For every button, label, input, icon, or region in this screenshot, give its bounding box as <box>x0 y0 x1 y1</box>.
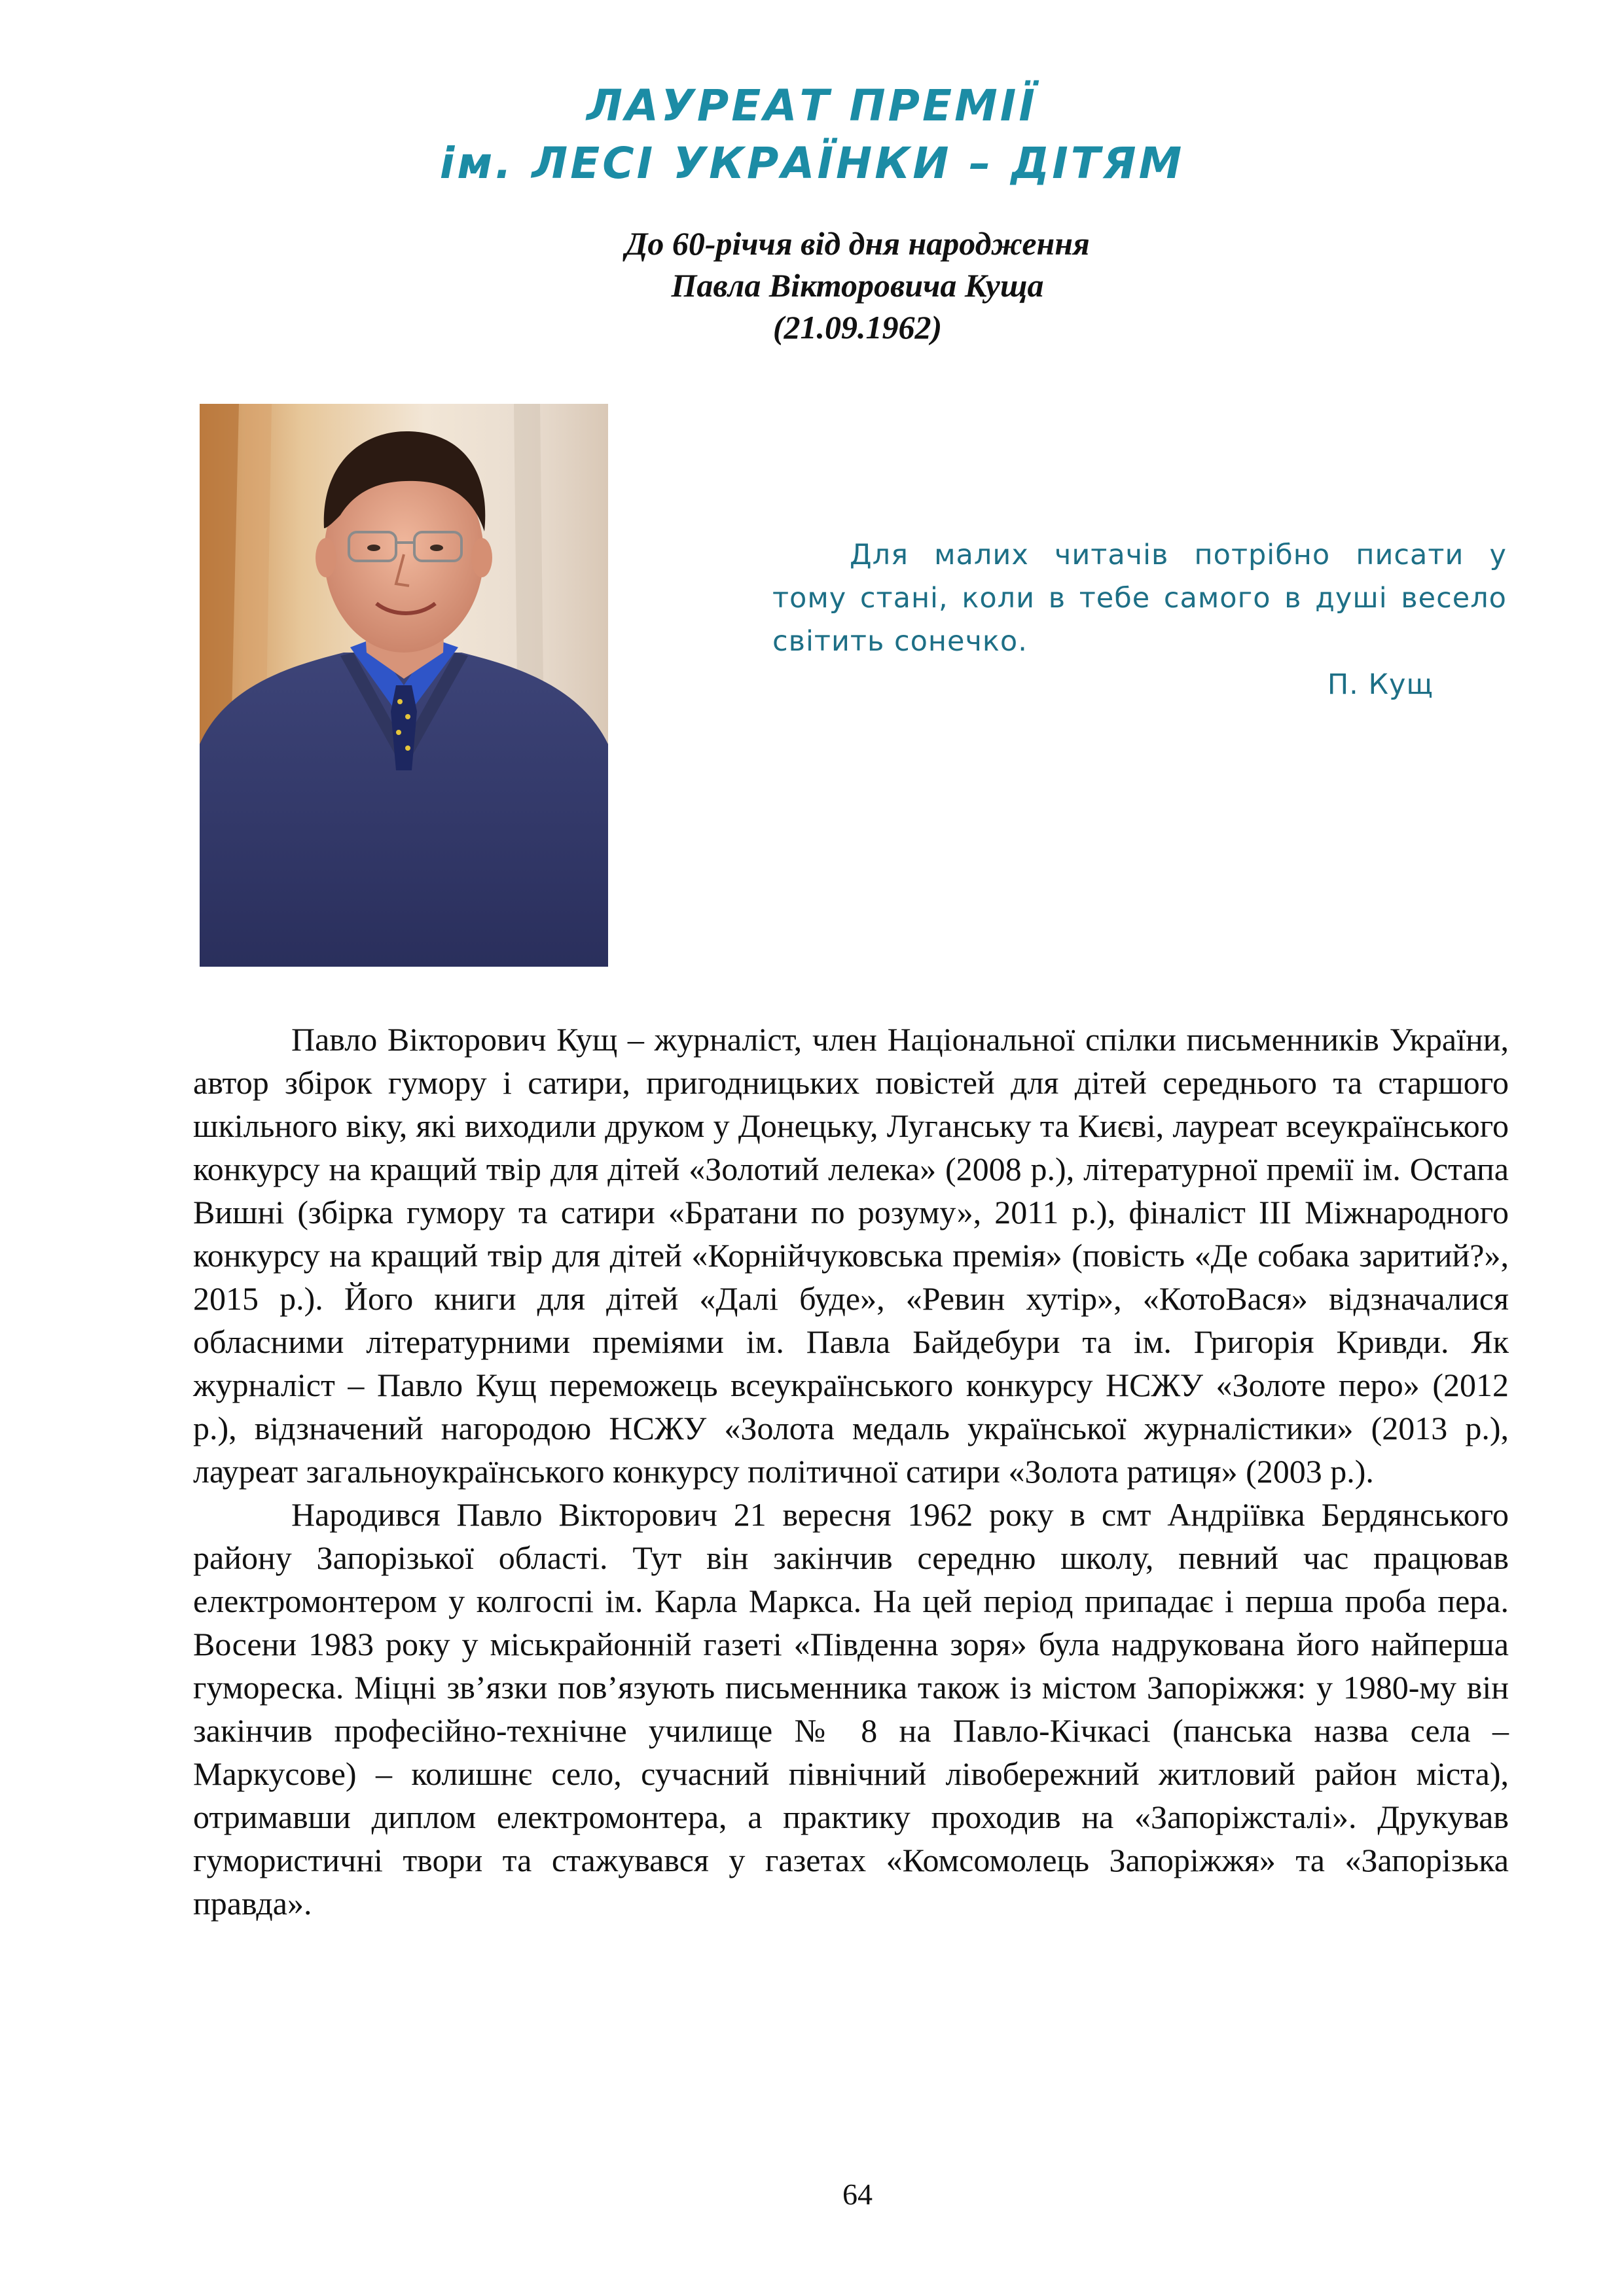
body-paragraph-2: Народився Павло Вікторович 21 вересня 1962 року в смт Андріївка Бердянського району Запорізької області. Тут він закінчив середню школу, певний час працював електромонтером у колгоспі ім. Карла Маркса. На цей період припадає і перша проба пера. Восени 1983 року у міськрайонній газеті «Південна зоря» була надрукована його найперша гумореска. Міцні зв’язки пов’язують письменника також із містом Запоріжжя: у 1980-му він закінчив професійно-технічне училище № 8 на Павло-Кічкасі (панська назва села – Маркусове) – колишнє село, сучасний північний лівобережний житловий район міста), отримавши диплом електромонтера, а практику проходив на «Запоріжсталі». Друкував гумористичні твори та стажувався у газетах «Комсомолець Запоріжжя» та «Запорізька правда». <box>193 1496 1509 1922</box>
heading-line-1: ЛАУРЕАТ ПРЕМІЇ <box>586 81 1038 131</box>
subtitle-line-1: До 60-річчя від дня народження <box>625 225 1090 262</box>
author-portrait-photo <box>200 404 608 967</box>
epigraph-author: П. Кущ <box>1327 668 1434 701</box>
subtitle-line-2: Павла Вікторовича Куща <box>671 267 1044 304</box>
page-number: 64 <box>842 2178 873 2211</box>
page-heading <box>0 77 1624 192</box>
heading-line-2: ім. ЛЕСІ УКРАЇНКИ – ДІТЯМ <box>439 138 1185 188</box>
epigraph-quote <box>772 533 1507 706</box>
article-body <box>193 1018 1509 1925</box>
epigraph-text: Для малих читачів потрібно писати у тому стані, коли в тебе самого в душі весело світить сонечко. <box>772 539 1507 658</box>
anniversary-subtitle <box>0 223 1624 348</box>
body-paragraph-1: Павло Вікторович Кущ – журналіст, член Національної спілки письменників України, автор збірок гумору і сатири, пригодницьких повістей для дітей середнього та старшого шкільного віку, які виходили друком у Донецьку, Луганську та Києві, лауреат всеукраїнського конкурсу на кращий твір для дітей «Золотий лелека» (2008 р.), літературної премії ім. Остапа Вишні (збірка гумору та сатири «Братани по розуму», 2011 р.), фіналіст III Міжнародного конкурсу на кращий твір для дітей «Корнійчуковська премія» (повість «Де собака заритий?», 2015 р.). Його книги для дітей «Далі буде», «Ревин хутір», «КотоВася» відзначалися обласними літературними преміями ім. Павла Байдебури та ім. Григорія Кривди. Як журналіст – Павло Кущ переможець всеукраїнського конкурсу НСЖУ «Золоте перо» (2012 р.), відзначений нагородою НСЖУ «Золота медаль української журналістики» (2013 р.), лауреат загальноукраїнського конкурсу політичної сатири «Золота ратиця» (2003 р.). <box>193 1021 1509 1490</box>
subtitle-line-3: (21.09.1962) <box>772 309 943 346</box>
